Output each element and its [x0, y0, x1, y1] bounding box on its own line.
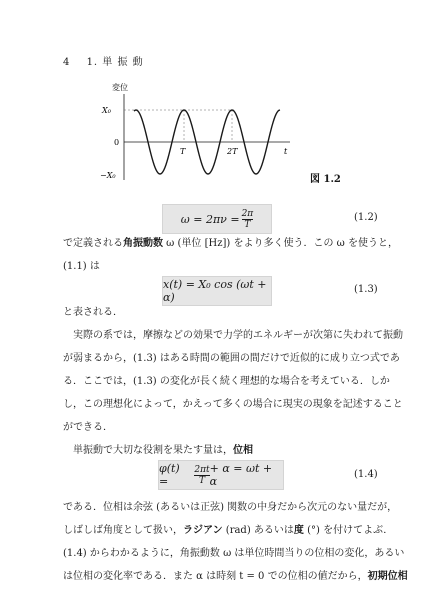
sine-wave-figure — [100, 80, 330, 190]
paragraph-3 — [63, 496, 408, 588]
equation-1-4-denominator: T — [199, 475, 206, 486]
equation-1-2-denominator: T — [244, 219, 251, 230]
equation-1-2-numerator: 2π — [241, 208, 254, 219]
equation-1-2 — [162, 204, 272, 234]
equation-1-4 — [158, 460, 284, 490]
paragraph-2-line-1: と表される． — [63, 307, 123, 318]
paragraph-2 — [63, 301, 403, 462]
paragraph-1-line-2: (1.1) は — [63, 261, 100, 272]
equation-1-4-numerator: 2πt — [194, 464, 210, 475]
running-header — [63, 53, 144, 68]
equation-1-4-fraction — [194, 465, 209, 486]
x-tick-2t: 2T — [227, 147, 238, 156]
paragraph-1 — [63, 232, 398, 278]
figure-caption: 図 1.2 — [310, 174, 341, 185]
paragraph-3-line-3: (1.4) からわかるように，角振動数 ω は単位時間当りの位相の変化，あるい — [63, 548, 405, 559]
paragraph-3-line-1: である．位相は余弦 (あるいは正弦) 関数の中身だから次元のない量だが， — [63, 502, 398, 513]
equation-number-1-3: (1.3) — [354, 284, 378, 295]
bold-term: 度 — [293, 525, 304, 536]
x-tick-t: T — [180, 147, 186, 156]
x-axis-label: t — [284, 147, 288, 156]
paragraph-1-line-1 — [63, 232, 398, 255]
page-number: 4 — [63, 57, 71, 68]
equation-number-1-4: (1.4) — [354, 469, 378, 480]
y-axis-label: 変位 — [112, 83, 128, 92]
text-span: しばしば角度として扱い， — [63, 525, 183, 536]
text-span: 単振動で大切な役割を果たす量は， — [73, 445, 233, 456]
paragraph-2-line-7 — [63, 439, 363, 462]
equation-1-4-rhs: + α = ωt + α — [209, 462, 273, 488]
equation-1-4-lhs: φ(t) = — [159, 462, 180, 488]
paragraph-2-line-4: る．ここでは，(1.3) の変化が長く続く理想的な場合を考えている．しか — [63, 376, 390, 387]
paragraph-3-line-2 — [63, 519, 394, 542]
equation-number-1-2: (1.2) — [354, 212, 378, 223]
text-span: (rad) あるいは — [222, 525, 294, 536]
y-label-bottom: −X₀ — [100, 171, 116, 180]
paragraph-3-line-4 — [63, 565, 408, 588]
text-span: で定義される — [63, 238, 123, 249]
paragraph-2-line-3: が弱まるから，(1.3) はある時間の範囲の間だけで近似的に成り立つ式であ — [63, 353, 400, 364]
equation-1-3-text: x(t) = X₀ cos (ωt + α) — [163, 278, 267, 304]
paragraph-2-line-6: ができる． — [63, 422, 113, 433]
paragraph-2-line-2: 実際の系では，摩擦などの効果で力学的エネルギーが次第に失われて振動 — [73, 330, 403, 341]
bold-term: 角振動数 — [123, 238, 163, 249]
y-label-top: X₀ — [102, 106, 111, 115]
text-span: は位相の変化率である．また α は時刻 t = 0 での位相の値だから， — [63, 571, 368, 582]
bold-term: ラジアン — [183, 525, 223, 536]
text-span: (°) を付けてよぶ． — [303, 525, 394, 536]
bold-term: 初期位相 — [367, 571, 408, 582]
equation-1-2-lhs: ω = 2πν = — [180, 212, 240, 226]
bold-term: 位相 — [233, 445, 253, 456]
paragraph-2-line-5: し，この理想化によって，かえって多くの場合に現実の現象を記述すること — [63, 399, 403, 410]
text-span: ω (単位 [Hz]) をより多く使う．この ω を使うと， — [163, 238, 398, 249]
equation-1-2-fraction — [242, 209, 254, 230]
y-label-zero: 0 — [114, 138, 120, 147]
chapter-title: 1. 単 振 動 — [86, 57, 144, 68]
